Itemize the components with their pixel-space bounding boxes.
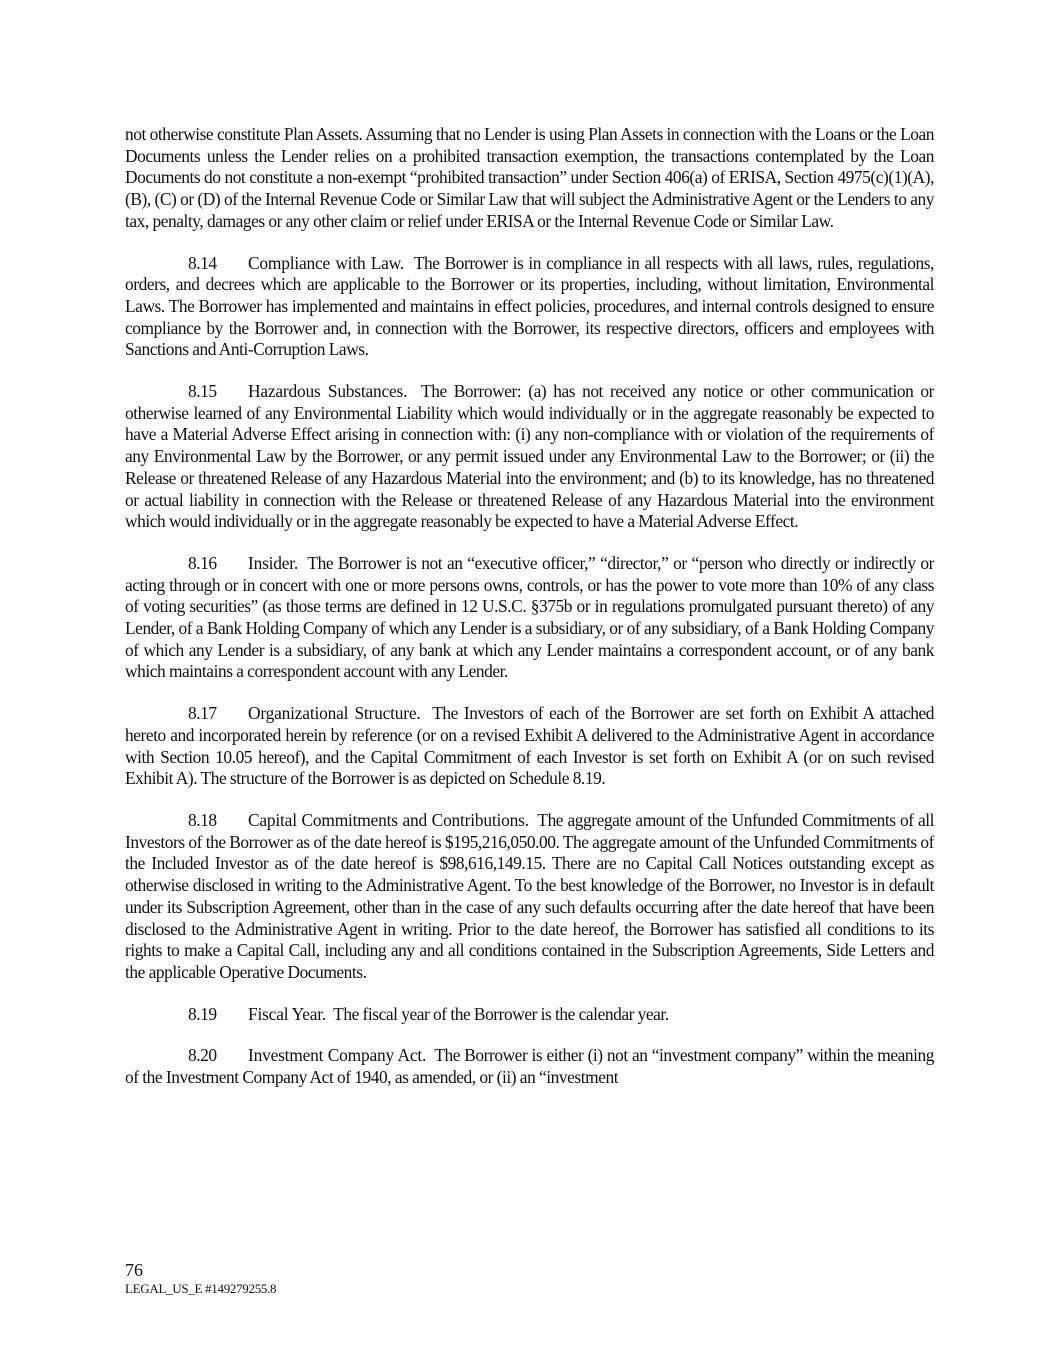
section-text: The Borrower is not an “executive officer,” “director,” or “person who directly or indirectly or acting through or in concert with one or more persons owns, controls, or has the power to vote more than 10% of any class of voting securities” (as those terms are defined in 12 U.S.C. §375b or in regulations promulgated pursuant thereto) of any Lender, of a Bank Holding Company of which any Lender is a subsidiary, or of any subsidiary, of a Bank Holding Company of which any Lender is a subsidiary, of any bank at which any Lender maintains a correspondent account, or of any bank which maintains a correspondent account with any Lender. bbox=[125, 552, 934, 682]
section-8-14 bbox=[125, 253, 934, 362]
section-heading: Investment Company Act. bbox=[248, 1045, 427, 1066]
section-heading: Fiscal Year. bbox=[248, 1003, 327, 1024]
continuation-paragraph: not otherwise constitute Plan Assets. Assuming that no Lender is using Plan Assets in connection with the Loans or the Loan Documents unless the Lender relies on a prohibited transaction exemption, the transactions contemplated by the Loan Documents do not constitute a non-exempt “prohibited transaction” under Section 406(a) of ERISA, Section 4975(c)(1)(A), (B), (C) or (D) of the Internal Revenue Code or Similar Law that will subject the Administrative Agent or the Lenders to any tax, penalty, damages or any other claim or relief under ERISA or the Internal Revenue Code or Similar Law. bbox=[125, 124, 934, 231]
section-heading: Organizational Structure. bbox=[248, 703, 421, 724]
document-body bbox=[125, 124, 934, 1109]
section-number: 8.20 bbox=[188, 1045, 217, 1066]
section-text: The Borrower is in compliance in all respects with all laws, rules, regulations, orders, and decrees which are applicable to the Borrower or its properties, including, without limitation, Environmental Laws. The Borrower has implemented and maintains in effect policies, procedures, and internal controls designed to ensure compliance by the Borrower and, in connection with the Borrower, its respective directors, officers and employees with Sanctions and Anti-Corruption Laws. bbox=[125, 252, 934, 360]
section-heading: Insider. bbox=[248, 552, 299, 573]
section-number: 8.18 bbox=[188, 809, 217, 830]
section-8-18 bbox=[125, 810, 934, 984]
section-text: The Investors of each of the Borrower are set forth on Exhibit A attached hereto and incorporated herein by reference (or on a revised Exhibit A delivered to the Administrative Agent in accordance with Section 10.05 hereof), and the Capital Commitment of each Investor is set forth on Exhibit A (or on such revised Exhibit A). The structure of the Borrower is as depicted on Schedule 8.19. bbox=[125, 703, 934, 789]
section-heading: Capital Commitments and Contributions. bbox=[248, 809, 529, 830]
section-heading: Hazardous Substances. bbox=[248, 381, 408, 402]
section-text: The Borrower: (a) has not received any notice or other communication or otherwise learned of any Environmental Liability which would individually or in the aggregate reasonably be expected to have a Material Adverse Effect arising in connection with: (i) any non-compliance with or violation of the requirements of any Environmental Law by the Borrower, or any permit issued under any Environmental Law to the Borrower; or (ii) the Release or threatened Release of any Hazardous Material into the environment; and (b) to its knowledge, has no threatened or actual liability in connection with the Release or threatened Release of any Hazardous Material into the environment which would individually or in the aggregate reasonably be expected to have a Material Adverse Effect. bbox=[125, 381, 934, 532]
page-number: 76 bbox=[125, 1260, 143, 1280]
section-number: 8.17 bbox=[188, 703, 217, 724]
section-number: 8.14 bbox=[188, 252, 217, 273]
section-number: 8.16 bbox=[188, 552, 217, 573]
section-number: 8.19 bbox=[188, 1003, 217, 1024]
section-8-15 bbox=[125, 381, 934, 533]
page-footer bbox=[125, 1259, 276, 1297]
section-8-16 bbox=[125, 553, 934, 683]
section-number: 8.15 bbox=[188, 381, 217, 402]
section-text: The aggregate amount of the Unfunded Commitments of all Investors of the Borrower as of the date hereof is $195,216,050.00. The aggregate amount of the Unfunded Commitments of the Included Investor as of the date hereof is $98,616,149.15. There are no Capital Call Notices outstanding except as otherwise disclosed in writing to the Administrative Agent. To the best knowledge of the Borrower, no Investor is in default under its Subscription Agreement, other than in the case of any such defaults occurring after the date hereof that have been disclosed to the Administrative Agent in writing. Prior to the date hereof, the Borrower has satisfied all conditions to its rights to make a Capital Call, including any and all conditions contained in the Subscription Agreements, Side Letters and the applicable Operative Documents. bbox=[125, 809, 934, 982]
section-8-19 bbox=[125, 1004, 934, 1026]
document-id: LEGAL_US_E #149279255.8 bbox=[125, 1281, 277, 1296]
section-heading: Compliance with Law. bbox=[248, 252, 405, 273]
section-8-20 bbox=[125, 1045, 934, 1088]
section-text: The fiscal year of the Borrower is the calendar year. bbox=[333, 1003, 669, 1024]
section-text: The Borrower is either (i) not an “investment company” within the meaning of the Investment Company Act of 1940, as amended, or (ii) an “investment bbox=[125, 1045, 934, 1088]
section-8-17 bbox=[125, 703, 934, 790]
